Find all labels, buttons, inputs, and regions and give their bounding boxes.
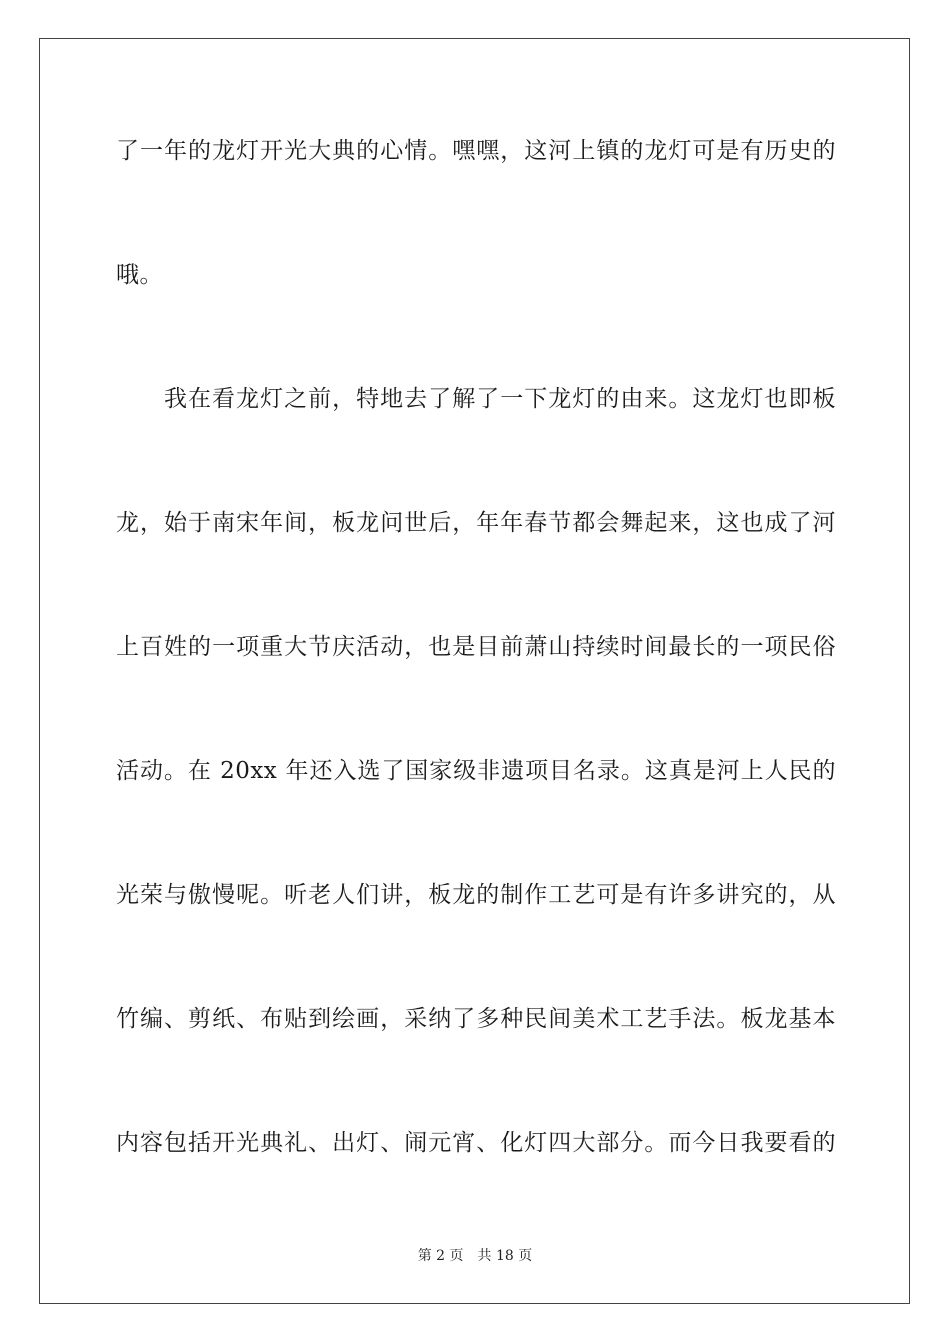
page-number: 第 2 页 [417,1248,464,1264]
text-line-2: 哦。 [116,262,163,288]
text-line-4: 龙，始于南宋年间，板龙问世后，年年春节都会舞起来，这也成了河 [116,510,836,536]
page-total: 共 18 页 [477,1248,533,1264]
page-footer [0,1247,950,1265]
text-line-3: 我在看龙灯之前，特地去了解了一下龙灯的由来。这龙灯也即板 [164,386,836,412]
text-line-6: 活动。在 20xx 年还入选了国家级非遗项目名录。这真是河上人民的 [116,758,836,784]
text-line-8: 竹编、剪纸、布贴到绘画，采纳了多种民间美术工艺手法。板龙基本 [116,1006,836,1032]
page-border [39,38,910,1304]
text-line-7: 光荣与傲慢呢。听老人们讲，板龙的制作工艺可是有许多讲究的，从 [116,882,836,908]
text-line-9: 内容包括开光典礼、出灯、闹元宵、化灯四大部分。而今日我要看的 [116,1130,836,1156]
text-line-5: 上百姓的一项重大节庆活动，也是目前萧山持续时间最长的一项民俗 [116,634,836,660]
text-line-1: 了一年的龙灯开光大典的心情。嘿嘿，这河上镇的龙灯可是有历史的 [116,138,836,164]
